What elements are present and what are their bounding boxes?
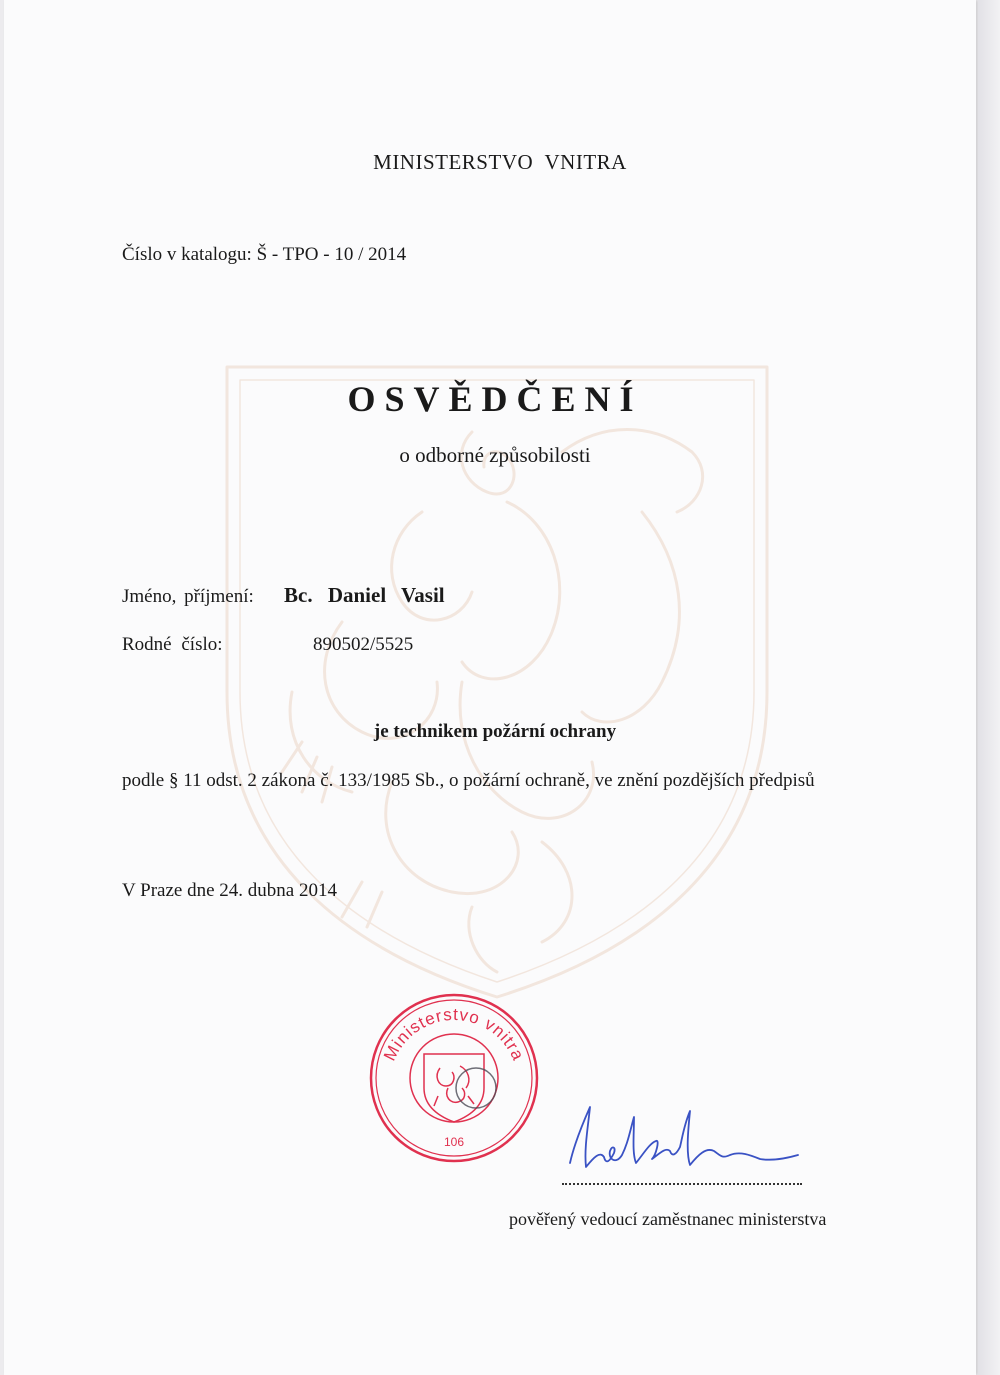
name-value: Bc. Daniel Vasil <box>284 583 445 607</box>
signature-line <box>562 1183 802 1185</box>
certificate-title: OSVĚDČENÍ <box>347 379 643 419</box>
signer-title: pověřený vedoucí zaměstnanec ministerstva <box>509 1209 827 1229</box>
signature-icon <box>560 1095 810 1185</box>
page-edge <box>978 0 1000 1375</box>
name-label: Jméno, příjmení: <box>122 586 254 607</box>
birth-number-label: Rodné číslo: <box>122 634 223 655</box>
ministry-heading: MINISTERSTVO VNITRA <box>373 150 627 174</box>
catalog-number: Číslo v katalogu: Š - TPO - 10 / 2014 <box>122 244 407 265</box>
legal-basis: podle § 11 odst. 2 zákona č. 133/1985 Sb., o požární ochraně, ve znění pozdějších předpisů <box>122 770 815 791</box>
role-statement: je technikem požární ochrany <box>373 721 617 742</box>
birth-number-value: 890502/5525 <box>313 634 414 655</box>
certificate-subtitle: o odborné způsobilosti <box>399 443 591 467</box>
place-date: V Praze dne 24. dubna 2014 <box>122 880 337 901</box>
official-stamp-icon <box>368 992 540 1164</box>
stamp-number: 106 <box>443 1135 465 1149</box>
stamp-text: Ministerstvo vnitra <box>380 1004 528 1064</box>
